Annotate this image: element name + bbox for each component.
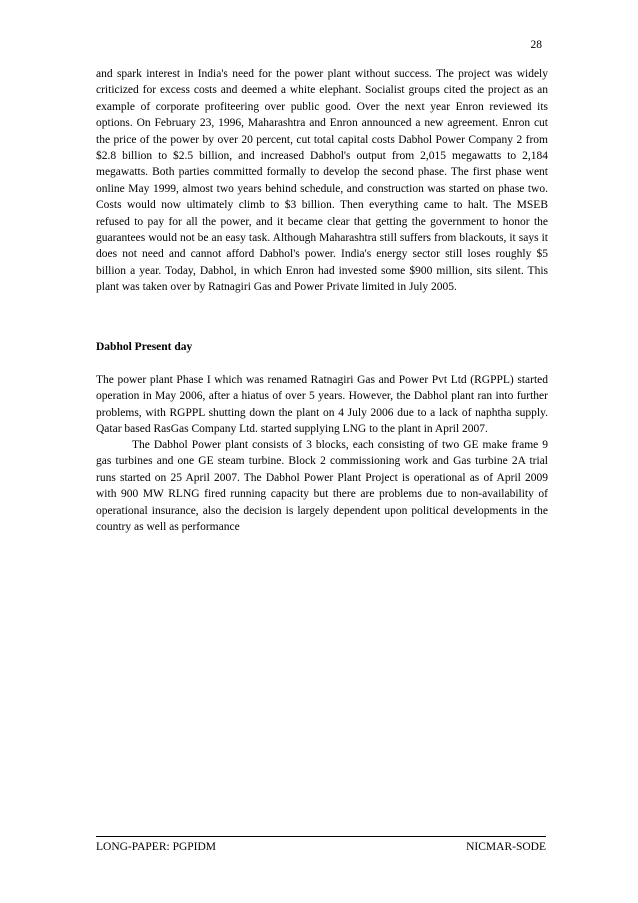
- body-paragraph: The power plant Phase I which was renamed Ratnagiri Gas and Power Pvt Ltd (RGPPL) started operation in May 2006, after a hiatus of over 5 years. However, the Dabhol plant ran into further problems, with RGPPL shutting down the plant on 4 July 2006 due to a lack of naphtha supply. Qatar based RasGas Company Ltd. started supplying LNG to the plant in April 2007.: [96, 374, 548, 436]
- body-paragraph: and spark interest in India's need for the power plant without success. The project was widely criticized for excess costs and deemed a white elephant. Socialist groups cited the project as an example of corporate profiteering over public good. Over the next year Enron reviewed its options. On February 23, 1996, Maharashtra and Enron announced a new agreement. Enron cut the price of the power by over 20 percent, cut total capital costs Dabhol Power Company 2 from $2.8 billion to $2.5 billion, and increased Dabhol's output from 2,015 megawatts to 2,184 megawatts. Both parties committed formally to develop the second phase. The first phase went online May 1999, almost two years behind schedule, and construction was started on phase two. Costs would now ultimately climb to $3 billion. Then everything came to halt. The MSEB refused to pay for all the power, and it became clear that getting the government to honor the guarantees would not be an easy task. Although Maharashtra still suffers from blackouts, it says it does not need and cannot afford Dabhol's power. India's energy sector still loses roughly $5 billion a year. Today, Dabhol, in which Enron had invested some $900 million, sits silent. This plant was taken over by Ratnagiri Gas and Power Private limited in July 2005.: [96, 68, 548, 294]
- footer-right-text: NICMAR-SODE: [466, 841, 546, 853]
- section-heading: Dabhol Present day: [96, 341, 193, 353]
- page-number: 28: [530, 39, 542, 51]
- footer-left-text: LONG-PAPER: PGPIDM: [96, 841, 217, 853]
- body-paragraph: The Dabhol Power plant consists of 3 blocks, each consisting of two GE make frame 9 gas turbines and one GE steam turbine. Block 2 commissioning work and Gas turbine 2A trial runs started on 25 April 2007. The Dabhol Power Plant Project is operational as of April 2009 with 900 MW RLNG fired running capacity but there are problems due to non-availability of operational insurance, also the decision is largely dependent upon political developments in the country as well as performance: [96, 439, 548, 534]
- footer-divider: [96, 836, 546, 837]
